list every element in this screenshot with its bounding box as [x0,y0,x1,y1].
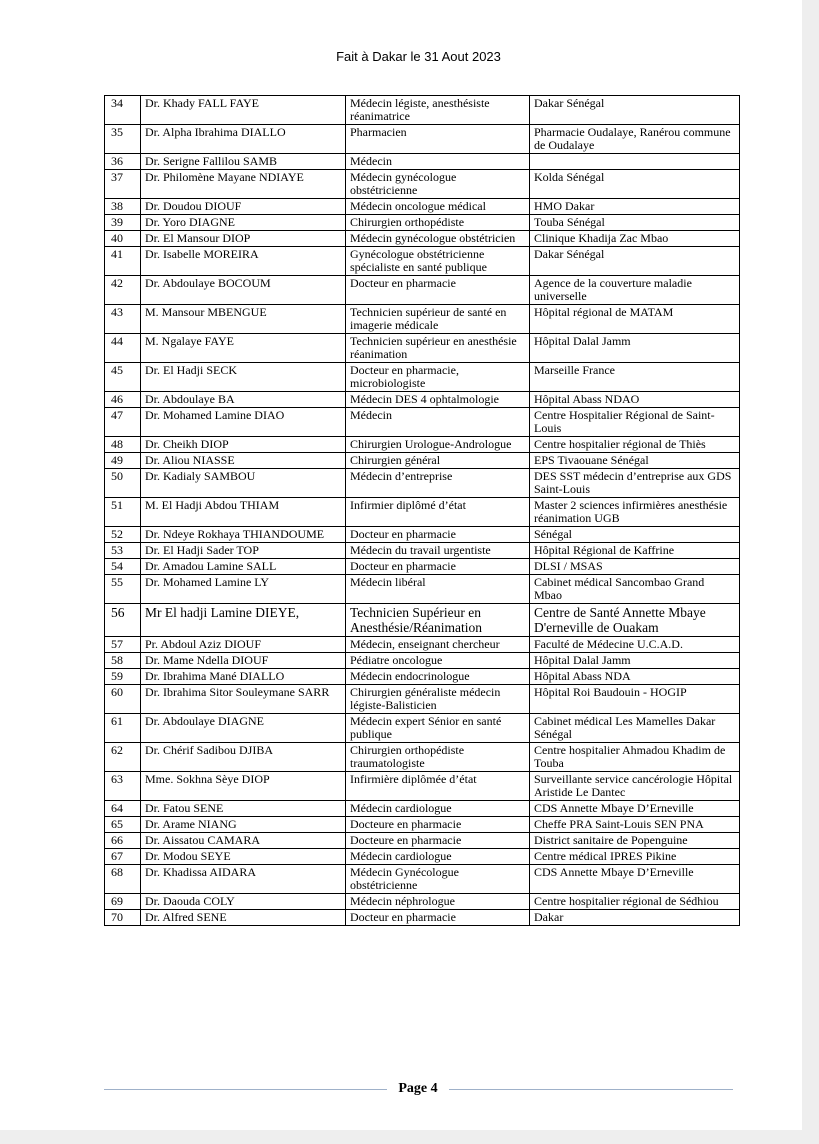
participant-name: Dr. Daouda COLY [141,894,346,910]
participant-institution: Hôpital Dalal Jamm [530,653,740,669]
table-row [105,453,740,469]
participant-name: Dr. Serigne Fallilou SAMB [141,154,346,170]
participant-name: Dr. Mame Ndella DIOUF [141,653,346,669]
row-number: 41 [105,247,141,276]
participant-title: Docteur en pharmacie [346,276,530,305]
table-row [105,469,740,498]
row-number: 45 [105,363,141,392]
participant-title: Médecin cardiologue [346,801,530,817]
participant-institution: Hôpital Dalal Jamm [530,334,740,363]
participant-name: Dr. Doudou DIOUF [141,199,346,215]
participant-institution: EPS Tivaouane Sénégal [530,453,740,469]
participant-institution: Hôpital Abass NDA [530,669,740,685]
participant-name: Dr. Cheikh DIOP [141,437,346,453]
participant-name: M. Ngalaye FAYE [141,334,346,363]
table-row [105,543,740,559]
participant-name: Mme. Sokhna Sèye DIOP [141,772,346,801]
row-number: 44 [105,334,141,363]
table-row [105,215,740,231]
participant-institution: District sanitaire de Popenguine [530,833,740,849]
row-number: 61 [105,714,141,743]
participant-name: Dr. Ndeye Rokhaya THIANDOUME [141,527,346,543]
participant-title: Docteur en pharmacie, microbiologiste [346,363,530,392]
row-number: 62 [105,743,141,772]
participant-institution: Hôpital Roi Baudouin - HOGIP [530,685,740,714]
table-row [105,714,740,743]
row-number: 39 [105,215,141,231]
table-row [105,527,740,543]
page-header: Fait à Dakar le 31 Aout 2023 [336,49,501,64]
table-row [105,575,740,604]
participant-name: Dr. Abdoulaye BOCOUM [141,276,346,305]
table-row [105,247,740,276]
row-number: 43 [105,305,141,334]
table-row [105,154,740,170]
participant-institution: Surveillante service cancérologie Hôpital Aristide Le Dantec [530,772,740,801]
participant-institution: DLSI / MSAS [530,559,740,575]
row-number: 47 [105,408,141,437]
row-number: 59 [105,669,141,685]
participants-table [104,95,740,926]
participant-title: Chirurgien général [346,453,530,469]
participant-title: Médecin Gynécologue obstétricienne [346,865,530,894]
participant-institution: Sénégal [530,527,740,543]
table-row [105,653,740,669]
participant-title: Technicien supérieur de santé en imagerie médicale [346,305,530,334]
row-number: 64 [105,801,141,817]
participant-name: M. El Hadji Abdou THIAM [141,498,346,527]
participant-institution: Agence de la couverture maladie universelle [530,276,740,305]
participant-title: Médecin endocrinologue [346,669,530,685]
row-number: 55 [105,575,141,604]
row-number: 42 [105,276,141,305]
participant-institution: Hôpital Régional de Kaffrine [530,543,740,559]
participant-name: Dr. Ibrahima Mané DIALLO [141,669,346,685]
participant-institution: Touba Sénégal [530,215,740,231]
participant-name: Dr. Kadialy SAMBOU [141,469,346,498]
row-number: 50 [105,469,141,498]
row-number: 46 [105,392,141,408]
participant-title: Docteure en pharmacie [346,817,530,833]
row-number: 38 [105,199,141,215]
row-number: 35 [105,125,141,154]
participant-institution: Master 2 sciences infirmières anesthésie réanimation UGB [530,498,740,527]
table-row [105,817,740,833]
participant-title: Médecin gynécologue obstétricien [346,231,530,247]
table-row [105,408,740,437]
table-row [105,669,740,685]
participant-institution: Cabinet médical Les Mamelles Dakar Sénégal [530,714,740,743]
participant-institution: Marseille France [530,363,740,392]
participant-institution: Centre médical IPRES Pikine [530,849,740,865]
participant-name: Dr. Amadou Lamine SALL [141,559,346,575]
row-number: 69 [105,894,141,910]
participant-institution: CDS Annette Mbaye D’Erneville [530,865,740,894]
participant-institution: Hôpital Abass NDAO [530,392,740,408]
row-number: 54 [105,559,141,575]
participant-title: Docteur en pharmacie [346,910,530,926]
participant-institution: Clinique Khadija Zac Mbao [530,231,740,247]
table-row [105,170,740,199]
participant-title: Infirmier diplômé d’état [346,498,530,527]
table-row [105,559,740,575]
participant-institution: Kolda Sénégal [530,170,740,199]
participant-title: Médecin néphrologue [346,894,530,910]
participant-institution [530,154,740,170]
participant-institution: Cabinet médical Sancombao Grand Mbao [530,575,740,604]
participant-institution: Centre hospitalier Ahmadou Khadim de Touba [530,743,740,772]
row-number: 58 [105,653,141,669]
row-number: 48 [105,437,141,453]
participant-name: Dr. Khady FALL FAYE [141,96,346,125]
participant-institution: Dakar Sénégal [530,247,740,276]
participant-name: Pr. Abdoul Aziz DIOUF [141,637,346,653]
participant-institution: Faculté de Médecine U.C.A.D. [530,637,740,653]
footer-rule-right [449,1089,733,1090]
participant-title: Médecin libéral [346,575,530,604]
participant-name: M. Mansour MBENGUE [141,305,346,334]
participant-name: Dr. Abdoulaye BA [141,392,346,408]
participant-name: Dr. Mohamed Lamine LY [141,575,346,604]
table-row [105,865,740,894]
table-row [105,637,740,653]
participant-title: Docteure en pharmacie [346,833,530,849]
participant-name: Dr. Chérif Sadibou DJIBA [141,743,346,772]
participant-name: Dr. Aissatou CAMARA [141,833,346,849]
table-row [105,96,740,125]
participant-title: Pharmacien [346,125,530,154]
row-number: 51 [105,498,141,527]
page-number: Page 4 [398,1081,438,1096]
participant-institution: HMO Dakar [530,199,740,215]
participant-institution: Centre Hospitalier Régional de Saint-Louis [530,408,740,437]
footer-rule-left [104,1089,387,1090]
participant-title: Chirurgien Urologue-Andrologue [346,437,530,453]
participant-name: Dr. Alpha Ibrahima DIALLO [141,125,346,154]
table-row [105,498,740,527]
table-row [105,849,740,865]
table-row [105,772,740,801]
participant-title: Docteur en pharmacie [346,527,530,543]
table-row [105,231,740,247]
participant-title: Médecin cardiologue [346,849,530,865]
participant-title: Technicien supérieur en anesthésie réanimation [346,334,530,363]
participant-name: Dr. Ibrahima Sitor Souleymane SARR [141,685,346,714]
participant-institution: DES SST médecin d’entreprise aux GDS Saint-Louis [530,469,740,498]
participant-institution: CDS Annette Mbaye D’Erneville [530,801,740,817]
table-row [105,604,740,637]
participant-name: Dr. Fatou SENE [141,801,346,817]
participant-institution: Centre de Santé Annette Mbaye D'erneville de Ouakam [530,604,740,637]
table-row [105,743,740,772]
participant-name: Dr. Isabelle MOREIRA [141,247,346,276]
table-row [105,685,740,714]
table-row [105,199,740,215]
row-number: 70 [105,910,141,926]
participant-name: Dr. El Mansour DIOP [141,231,346,247]
participant-title: Chirurgien orthopédiste [346,215,530,231]
table-row [105,276,740,305]
participant-title: Médecin oncologue médical [346,199,530,215]
participant-title: Pédiatre oncologue [346,653,530,669]
participant-title: Chirurgien généraliste médecin légiste-Balisticien [346,685,530,714]
participant-name: Dr. Mohamed Lamine DIAO [141,408,346,437]
row-number: 57 [105,637,141,653]
participant-name: Dr. Yoro DIAGNE [141,215,346,231]
participant-title: Médecin d’entreprise [346,469,530,498]
participant-name: Dr. Abdoulaye DIAGNE [141,714,346,743]
participant-institution: Pharmacie Oudalaye, Ranérou commune de Oudalaye [530,125,740,154]
participant-title: Médecin légiste, anesthésiste réanimatrice [346,96,530,125]
row-number: 52 [105,527,141,543]
table-row [105,363,740,392]
participant-name: Dr. El Hadji SECK [141,363,346,392]
participant-title: Chirurgien orthopédiste traumatologiste [346,743,530,772]
row-number: 37 [105,170,141,199]
row-number: 65 [105,817,141,833]
table-row [105,833,740,849]
participant-title: Technicien Supérieur en Anesthésie/Réanimation [346,604,530,637]
row-number: 49 [105,453,141,469]
participant-title: Docteur en pharmacie [346,559,530,575]
participant-title: Médecin du travail urgentiste [346,543,530,559]
participant-institution: Dakar [530,910,740,926]
row-number: 60 [105,685,141,714]
row-number: 63 [105,772,141,801]
participant-institution: Centre hospitalier régional de Sédhiou [530,894,740,910]
row-number: 34 [105,96,141,125]
participant-name: Dr. Modou SEYE [141,849,346,865]
participant-name: Dr. El Hadji Sader TOP [141,543,346,559]
participant-name: Dr. Arame NIANG [141,817,346,833]
row-number: 66 [105,833,141,849]
row-number: 36 [105,154,141,170]
participant-name: Mr El hadji Lamine DIEYE, [141,604,346,637]
row-number: 67 [105,849,141,865]
participant-title: Gynécologue obstétricienne spécialiste en santé publique [346,247,530,276]
participant-institution: Dakar Sénégal [530,96,740,125]
participant-title: Médecin gynécologue obstétricienne [346,170,530,199]
participant-title: Médecin expert Sénior en santé publique [346,714,530,743]
table-row [105,801,740,817]
participant-title: Infirmière diplômée d’état [346,772,530,801]
participant-name: Dr. Philomène Mayane NDIAYE [141,170,346,199]
participant-title: Médecin DES 4 ophtalmologie [346,392,530,408]
participant-name: Dr. Aliou NIASSE [141,453,346,469]
row-number: 40 [105,231,141,247]
participant-institution: Hôpital régional de MATAM [530,305,740,334]
table-row [105,437,740,453]
participant-name: Dr. Alfred SENE [141,910,346,926]
table-row [105,334,740,363]
table-row [105,125,740,154]
participant-name: Dr. Khadissa AIDARA [141,865,346,894]
participant-title: Médecin [346,154,530,170]
row-number: 56 [105,604,141,637]
participant-institution: Cheffe PRA Saint-Louis SEN PNA [530,817,740,833]
table-row [105,894,740,910]
table-row [105,392,740,408]
table-row [105,305,740,334]
row-number: 53 [105,543,141,559]
table-row [105,910,740,926]
participant-title: Médecin [346,408,530,437]
row-number: 68 [105,865,141,894]
participant-title: Médecin, enseignant chercheur [346,637,530,653]
participant-institution: Centre hospitalier régional de Thiès [530,437,740,453]
